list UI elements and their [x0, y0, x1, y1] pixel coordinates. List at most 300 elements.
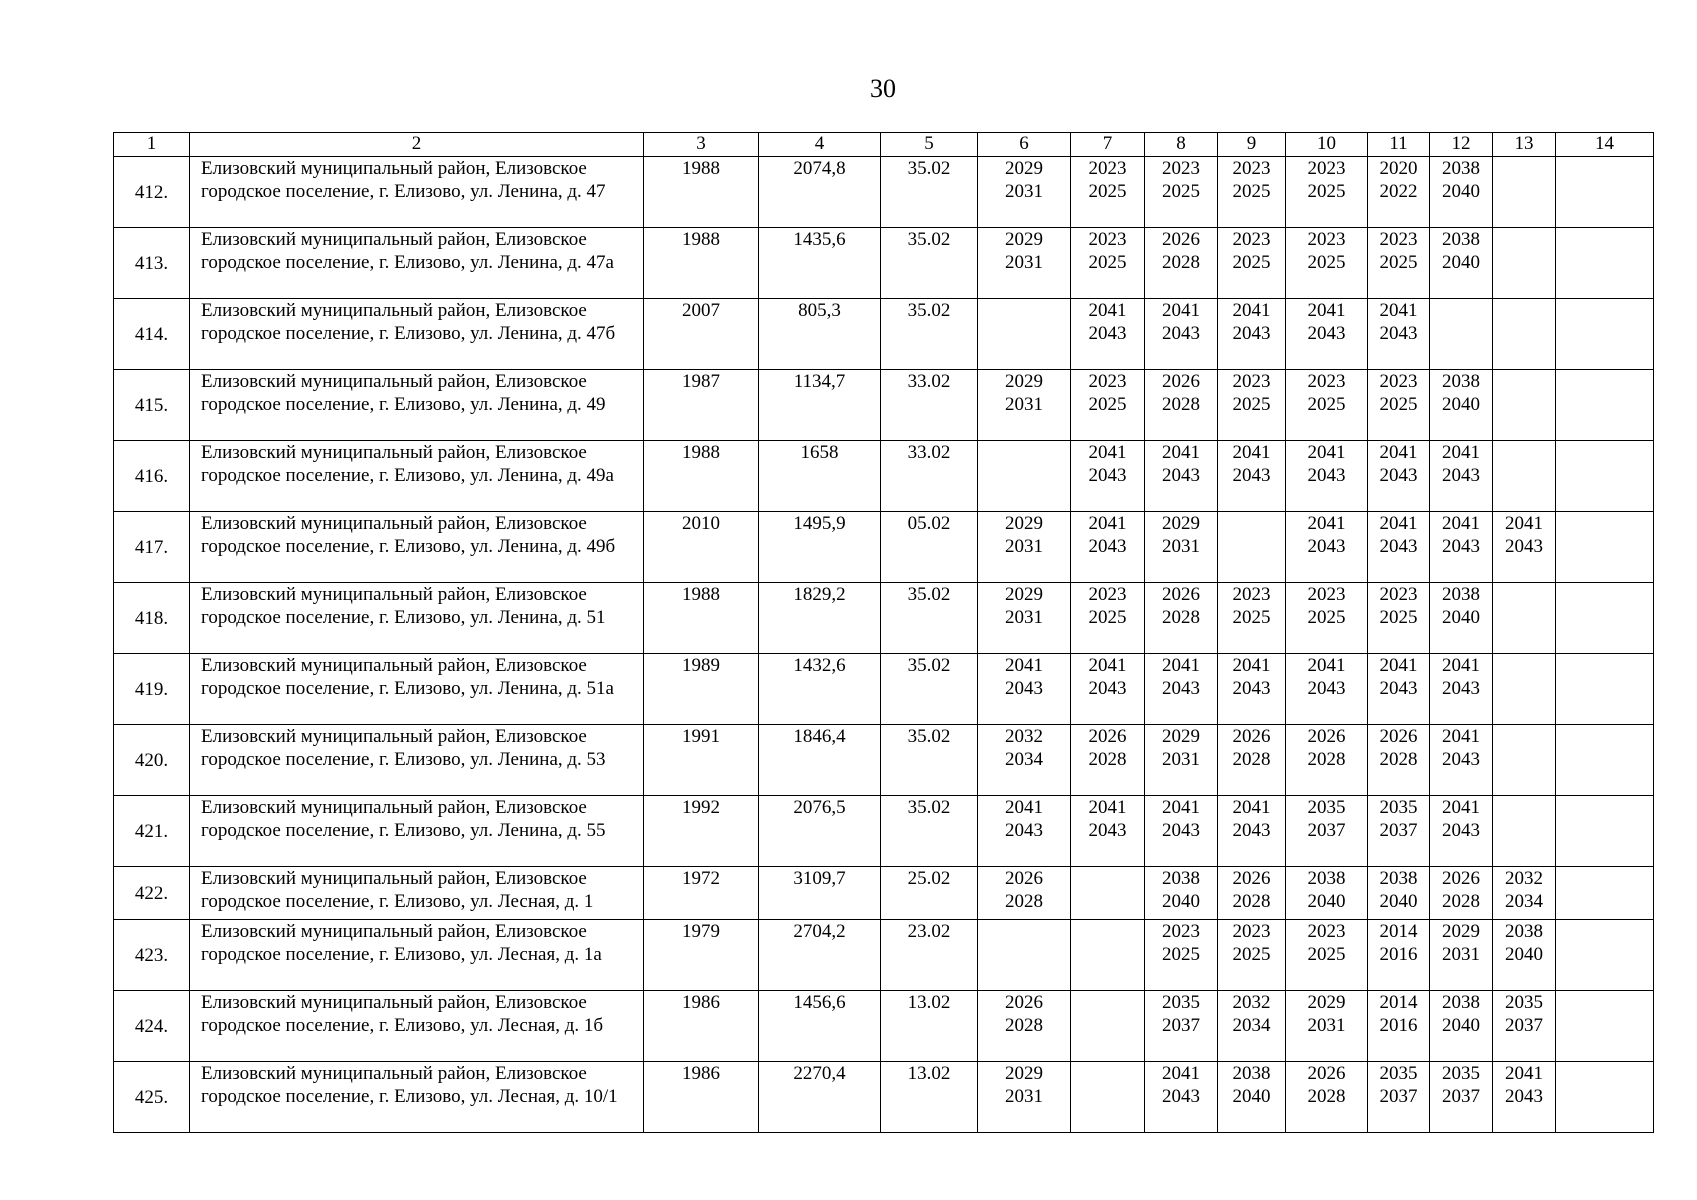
- period-cell: [1368, 583, 1430, 654]
- period-year: 2026: [1005, 992, 1043, 1013]
- period-year: 2040: [1307, 891, 1346, 912]
- period-cell: [1218, 512, 1286, 583]
- period-year: 2025: [1307, 394, 1346, 415]
- period-cell: [978, 867, 1071, 920]
- period-year: 2037: [1379, 1086, 1418, 1107]
- period-year: 2041: [1088, 300, 1127, 321]
- housing-registry-table: [113, 132, 1654, 1133]
- period-year: 2041: [1162, 1063, 1200, 1084]
- period-year: 2043: [1442, 749, 1480, 770]
- year-built-cell: 1986: [644, 991, 759, 1062]
- row-number-cell: 412.: [114, 157, 190, 228]
- period-year: 2023: [1379, 229, 1418, 250]
- period-year: 2028: [1088, 749, 1127, 770]
- period-year: 2041: [1232, 655, 1271, 676]
- code-cell: 35.02: [881, 725, 978, 796]
- period-year: 2028: [1379, 749, 1418, 770]
- row-number-cell: 425.: [114, 1062, 190, 1133]
- period-cell: [1218, 583, 1286, 654]
- period-cell: [1493, 725, 1556, 796]
- period-year: 2043: [1505, 536, 1543, 557]
- row-number-cell: 415.: [114, 370, 190, 441]
- period-year: 2041: [1232, 442, 1271, 463]
- period-year: 2041: [1442, 655, 1480, 676]
- period-year: 2031: [1005, 394, 1043, 415]
- period-year: 2023: [1162, 921, 1200, 942]
- code-cell: 35.02: [881, 654, 978, 725]
- period-cell: [1493, 512, 1556, 583]
- period-year: 2023: [1307, 158, 1346, 179]
- period-cell: [1145, 228, 1218, 299]
- address-cell: Елизовский муниципальный район, Елизовское городское поселение, г. Елизово, ул. Ленина, д. 55: [190, 796, 644, 867]
- period-cell: [1430, 299, 1493, 370]
- code-cell: 35.02: [881, 796, 978, 867]
- period-cell: [978, 512, 1071, 583]
- period-cell: [1493, 867, 1556, 920]
- period-year: 2028: [1232, 891, 1271, 912]
- area-cell: 1432,6: [759, 654, 881, 725]
- table-row: [114, 512, 1654, 583]
- period-year: 2028: [1307, 1086, 1346, 1107]
- period-year: 2041: [1088, 513, 1127, 534]
- period-cell: [1071, 867, 1145, 920]
- period-year: 2043: [1442, 678, 1480, 699]
- period-cell: [1286, 512, 1368, 583]
- period-year: 2025: [1162, 944, 1200, 965]
- period-year: 2041: [1005, 655, 1043, 676]
- period-cell: [1556, 654, 1654, 725]
- table-row: [114, 370, 1654, 441]
- period-year: 2028: [1005, 891, 1043, 912]
- period-year: 2038: [1442, 992, 1480, 1013]
- period-cell: [1368, 725, 1430, 796]
- row-number-cell: 423.: [114, 920, 190, 991]
- address-cell: Елизовский муниципальный район, Елизовское городское поселение, г. Елизово, ул. Лесная, д. 1: [190, 867, 644, 920]
- period-year: 2023: [1379, 584, 1418, 605]
- period-cell: [1556, 920, 1654, 991]
- period-year: 2023: [1232, 158, 1271, 179]
- period-cell: [978, 796, 1071, 867]
- year-built-cell: 1991: [644, 725, 759, 796]
- code-cell: 13.02: [881, 1062, 978, 1133]
- period-year: 2032: [1505, 868, 1543, 889]
- code-cell: 33.02: [881, 370, 978, 441]
- period-cell: [1493, 796, 1556, 867]
- period-year: 2041: [1442, 797, 1480, 818]
- period-cell: [1145, 725, 1218, 796]
- period-year: 2040: [1442, 252, 1480, 273]
- period-year: 2020: [1379, 158, 1418, 179]
- period-year: 2043: [1442, 536, 1480, 557]
- period-year: 2029: [1005, 371, 1043, 392]
- year-built-cell: 2010: [644, 512, 759, 583]
- period-cell: [1368, 228, 1430, 299]
- period-year: 2016: [1379, 1015, 1418, 1036]
- period-year: 2043: [1088, 678, 1127, 699]
- period-year: 2043: [1162, 678, 1200, 699]
- period-year: 2029: [1307, 992, 1346, 1013]
- period-cell: [1071, 441, 1145, 512]
- period-year: 2026: [1442, 868, 1480, 889]
- period-year: 2028: [1162, 252, 1200, 273]
- column-header: 6: [978, 133, 1071, 157]
- period-year: 2025: [1162, 181, 1200, 202]
- table-row: [114, 228, 1654, 299]
- code-cell: 33.02: [881, 441, 978, 512]
- period-year: 2026: [1005, 868, 1043, 889]
- table-row: [114, 796, 1654, 867]
- table-row: [114, 157, 1654, 228]
- year-built-cell: 1979: [644, 920, 759, 991]
- period-year: 2043: [1088, 465, 1127, 486]
- period-cell: [1218, 299, 1286, 370]
- period-cell: [1493, 441, 1556, 512]
- period-cell: [978, 725, 1071, 796]
- period-year: 2041: [1307, 655, 1346, 676]
- period-year: 2041: [1379, 513, 1418, 534]
- period-year: 2038: [1442, 229, 1480, 250]
- period-cell: [1430, 867, 1493, 920]
- period-year: 2028: [1442, 891, 1480, 912]
- period-cell: [1430, 228, 1493, 299]
- year-built-cell: 1988: [644, 441, 759, 512]
- period-year: 2041: [1307, 442, 1346, 463]
- code-cell: 23.02: [881, 920, 978, 991]
- code-cell: 13.02: [881, 991, 978, 1062]
- period-cell: [1556, 796, 1654, 867]
- area-cell: 2076,5: [759, 796, 881, 867]
- year-built-cell: 1988: [644, 157, 759, 228]
- row-number-cell: 419.: [114, 654, 190, 725]
- period-year: 2029: [1162, 726, 1200, 747]
- period-cell: [1071, 725, 1145, 796]
- period-year: 2025: [1307, 181, 1346, 202]
- period-cell: [1493, 157, 1556, 228]
- period-year: 2029: [1005, 1063, 1043, 1084]
- period-year: 2023: [1307, 584, 1346, 605]
- row-number-cell: 414.: [114, 299, 190, 370]
- period-cell: [1286, 441, 1368, 512]
- period-cell: [1145, 441, 1218, 512]
- code-cell: 35.02: [881, 228, 978, 299]
- period-cell: [1145, 299, 1218, 370]
- year-built-cell: 1992: [644, 796, 759, 867]
- period-year: 2026: [1307, 726, 1346, 747]
- table-row: [114, 441, 1654, 512]
- period-year: 2043: [1442, 465, 1480, 486]
- period-year: 2031: [1005, 1086, 1043, 1107]
- address-cell: Елизовский муниципальный район, Елизовское городское поселение, г. Елизово, ул. Ленина, д. 47: [190, 157, 644, 228]
- row-number-cell: 422.: [114, 867, 190, 920]
- code-cell: 35.02: [881, 583, 978, 654]
- area-cell: 2704,2: [759, 920, 881, 991]
- period-cell: [1430, 920, 1493, 991]
- table-body: [114, 157, 1654, 1133]
- column-header: 12: [1430, 133, 1493, 157]
- column-header: 1: [114, 133, 190, 157]
- period-year: 2025: [1088, 607, 1127, 628]
- row-number-cell: 418.: [114, 583, 190, 654]
- period-cell: [1368, 512, 1430, 583]
- period-year: 2032: [1005, 726, 1043, 747]
- period-year: 2041: [1005, 797, 1043, 818]
- period-year: 2025: [1232, 252, 1271, 273]
- period-year: 2034: [1232, 1015, 1271, 1036]
- period-year: 2026: [1162, 371, 1200, 392]
- area-cell: 2270,4: [759, 1062, 881, 1133]
- period-cell: [1430, 583, 1493, 654]
- period-cell: [1430, 796, 1493, 867]
- column-header: 10: [1286, 133, 1368, 157]
- period-year: 2041: [1379, 300, 1418, 321]
- period-cell: [1556, 991, 1654, 1062]
- period-year: 2026: [1379, 726, 1418, 747]
- period-year: 2040: [1232, 1086, 1271, 1107]
- period-year: 2023: [1307, 921, 1346, 942]
- period-year: 2035: [1442, 1063, 1480, 1084]
- period-cell: [1071, 654, 1145, 725]
- period-year: 2014: [1379, 921, 1418, 942]
- area-cell: 1658: [759, 441, 881, 512]
- period-cell: [1430, 370, 1493, 441]
- period-year: 2035: [1162, 992, 1200, 1013]
- period-year: 2037: [1162, 1015, 1200, 1036]
- period-year: 2040: [1442, 181, 1480, 202]
- column-header: 2: [190, 133, 644, 157]
- period-year: 2043: [1088, 323, 1127, 344]
- table-row: [114, 1062, 1654, 1133]
- period-year: 2043: [1379, 465, 1418, 486]
- period-year: 2028: [1162, 394, 1200, 415]
- period-year: 2025: [1088, 394, 1127, 415]
- period-cell: [1556, 299, 1654, 370]
- period-year: 2043: [1442, 820, 1480, 841]
- table-row: [114, 867, 1654, 920]
- column-header: 8: [1145, 133, 1218, 157]
- period-cell: [1286, 370, 1368, 441]
- year-built-cell: 1988: [644, 228, 759, 299]
- year-built-cell: 1987: [644, 370, 759, 441]
- area-cell: 805,3: [759, 299, 881, 370]
- row-number-cell: 417.: [114, 512, 190, 583]
- period-year: 2026: [1088, 726, 1127, 747]
- period-year: 2041: [1162, 797, 1200, 818]
- period-year: 2037: [1505, 1015, 1543, 1036]
- area-cell: 1435,6: [759, 228, 881, 299]
- period-year: 2043: [1162, 323, 1200, 344]
- area-cell: 2074,8: [759, 157, 881, 228]
- address-cell: Елизовский муниципальный район, Елизовское городское поселение, г. Елизово, ул. Ленина, д. 53: [190, 725, 644, 796]
- period-cell: [1493, 920, 1556, 991]
- period-year: 2035: [1505, 992, 1543, 1013]
- period-year: 2041: [1232, 300, 1271, 321]
- period-cell: [1071, 991, 1145, 1062]
- period-cell: [1368, 796, 1430, 867]
- period-year: 2023: [1088, 158, 1127, 179]
- period-cell: [1556, 228, 1654, 299]
- period-year: 2040: [1505, 944, 1543, 965]
- period-cell: [1071, 796, 1145, 867]
- period-year: 2041: [1379, 442, 1418, 463]
- period-year: 2041: [1088, 442, 1127, 463]
- period-cell: [1493, 991, 1556, 1062]
- period-year: 2029: [1005, 513, 1043, 534]
- column-header: 11: [1368, 133, 1430, 157]
- period-cell: [1071, 157, 1145, 228]
- period-cell: [1218, 867, 1286, 920]
- period-year: 2041: [1162, 655, 1200, 676]
- period-year: 2041: [1442, 726, 1480, 747]
- period-year: 2028: [1232, 749, 1271, 770]
- period-year: 2043: [1162, 465, 1200, 486]
- period-year: 2043: [1379, 678, 1418, 699]
- code-cell: 05.02: [881, 512, 978, 583]
- code-cell: 25.02: [881, 867, 978, 920]
- period-year: 2026: [1232, 868, 1271, 889]
- period-cell: [1071, 1062, 1145, 1133]
- period-cell: [1493, 1062, 1556, 1133]
- period-year: 2038: [1442, 371, 1480, 392]
- period-year: 2029: [1162, 513, 1200, 534]
- period-cell: [1556, 725, 1654, 796]
- year-built-cell: 1986: [644, 1062, 759, 1133]
- year-built-cell: 1972: [644, 867, 759, 920]
- period-cell: [1286, 725, 1368, 796]
- column-header: 4: [759, 133, 881, 157]
- column-number-row: [114, 133, 1654, 157]
- period-year: 2041: [1088, 797, 1127, 818]
- period-year: 2023: [1307, 229, 1346, 250]
- year-built-cell: 1989: [644, 654, 759, 725]
- period-year: 2025: [1307, 252, 1346, 273]
- code-cell: 35.02: [881, 299, 978, 370]
- column-header: 13: [1493, 133, 1556, 157]
- period-year: 2043: [1232, 465, 1271, 486]
- period-cell: [1556, 370, 1654, 441]
- period-year: 2023: [1379, 371, 1418, 392]
- period-year: 2014: [1379, 992, 1418, 1013]
- period-year: 2028: [1307, 749, 1346, 770]
- period-cell: [1145, 920, 1218, 991]
- period-year: 2038: [1442, 158, 1480, 179]
- period-cell: [1145, 583, 1218, 654]
- period-cell: [1071, 583, 1145, 654]
- period-cell: [1145, 370, 1218, 441]
- period-year: 2023: [1232, 921, 1271, 942]
- period-year: 2029: [1005, 584, 1043, 605]
- period-year: 2043: [1232, 323, 1271, 344]
- period-cell: [978, 991, 1071, 1062]
- year-built-cell: 1988: [644, 583, 759, 654]
- period-cell: [1368, 1062, 1430, 1133]
- period-year: 2038: [1379, 868, 1418, 889]
- period-year: 2041: [1162, 442, 1200, 463]
- period-cell: [1556, 867, 1654, 920]
- period-cell: [1218, 991, 1286, 1062]
- period-year: 2041: [1379, 655, 1418, 676]
- row-number-cell: 424.: [114, 991, 190, 1062]
- period-year: 2025: [1379, 607, 1418, 628]
- column-header: 3: [644, 133, 759, 157]
- period-cell: [1430, 725, 1493, 796]
- period-year: 2035: [1307, 797, 1346, 818]
- row-number-cell: 413.: [114, 228, 190, 299]
- period-year: 2023: [1232, 229, 1271, 250]
- period-year: 2023: [1088, 229, 1127, 250]
- period-year: 2023: [1232, 584, 1271, 605]
- period-cell: [1556, 157, 1654, 228]
- period-year: 2043: [1232, 678, 1271, 699]
- period-year: 2023: [1088, 584, 1127, 605]
- period-year: 2025: [1379, 252, 1418, 273]
- column-header: 7: [1071, 133, 1145, 157]
- period-year: 2041: [1232, 797, 1271, 818]
- row-number-cell: 421.: [114, 796, 190, 867]
- period-cell: [978, 920, 1071, 991]
- period-year: 2031: [1162, 749, 1200, 770]
- period-cell: [1368, 157, 1430, 228]
- address-cell: Елизовский муниципальный район, Елизовское городское поселение, г. Елизово, ул. Ленина, д. 51: [190, 583, 644, 654]
- period-cell: [1218, 228, 1286, 299]
- period-cell: [1286, 991, 1368, 1062]
- period-year: 2038: [1442, 584, 1480, 605]
- row-number-cell: 416.: [114, 441, 190, 512]
- address-cell: Елизовский муниципальный район, Елизовское городское поселение, г. Елизово, ул. Ленина, д. 49б: [190, 512, 644, 583]
- period-cell: [978, 157, 1071, 228]
- period-cell: [1368, 441, 1430, 512]
- address-cell: Елизовский муниципальный район, Елизовское городское поселение, г. Елизово, ул. Лесная, д. 1а: [190, 920, 644, 991]
- period-year: 2038: [1307, 868, 1346, 889]
- period-year: 2031: [1005, 181, 1043, 202]
- period-cell: [978, 583, 1071, 654]
- table-row: [114, 991, 1654, 1062]
- period-year: 2043: [1162, 820, 1200, 841]
- period-year: 2040: [1379, 891, 1418, 912]
- address-cell: Елизовский муниципальный район, Елизовское городское поселение, г. Елизово, ул. Лесная, д. 10/1: [190, 1062, 644, 1133]
- period-year: 2037: [1442, 1086, 1480, 1107]
- period-cell: [1071, 920, 1145, 991]
- period-cell: [1286, 867, 1368, 920]
- period-cell: [1071, 512, 1145, 583]
- period-year: 2043: [1379, 323, 1418, 344]
- period-cell: [1493, 654, 1556, 725]
- period-cell: [978, 370, 1071, 441]
- period-cell: [1556, 583, 1654, 654]
- period-cell: [1556, 1062, 1654, 1133]
- table-row: [114, 654, 1654, 725]
- period-cell: [1368, 991, 1430, 1062]
- period-cell: [1286, 228, 1368, 299]
- period-year: 2025: [1232, 607, 1271, 628]
- area-cell: 1495,9: [759, 512, 881, 583]
- period-cell: [1218, 1062, 1286, 1133]
- period-cell: [1493, 299, 1556, 370]
- period-year: 2040: [1162, 891, 1200, 912]
- period-cell: [978, 654, 1071, 725]
- period-year: 2023: [1232, 371, 1271, 392]
- period-year: 2043: [1232, 820, 1271, 841]
- period-year: 2029: [1442, 921, 1480, 942]
- period-year: 2025: [1232, 181, 1271, 202]
- page-number: 30: [870, 74, 896, 103]
- period-cell: [1218, 725, 1286, 796]
- period-cell: [1368, 654, 1430, 725]
- area-cell: 1456,6: [759, 991, 881, 1062]
- period-year: 2026: [1162, 229, 1200, 250]
- area-cell: 3109,7: [759, 867, 881, 920]
- period-cell: [1493, 228, 1556, 299]
- period-year: 2041: [1442, 513, 1480, 534]
